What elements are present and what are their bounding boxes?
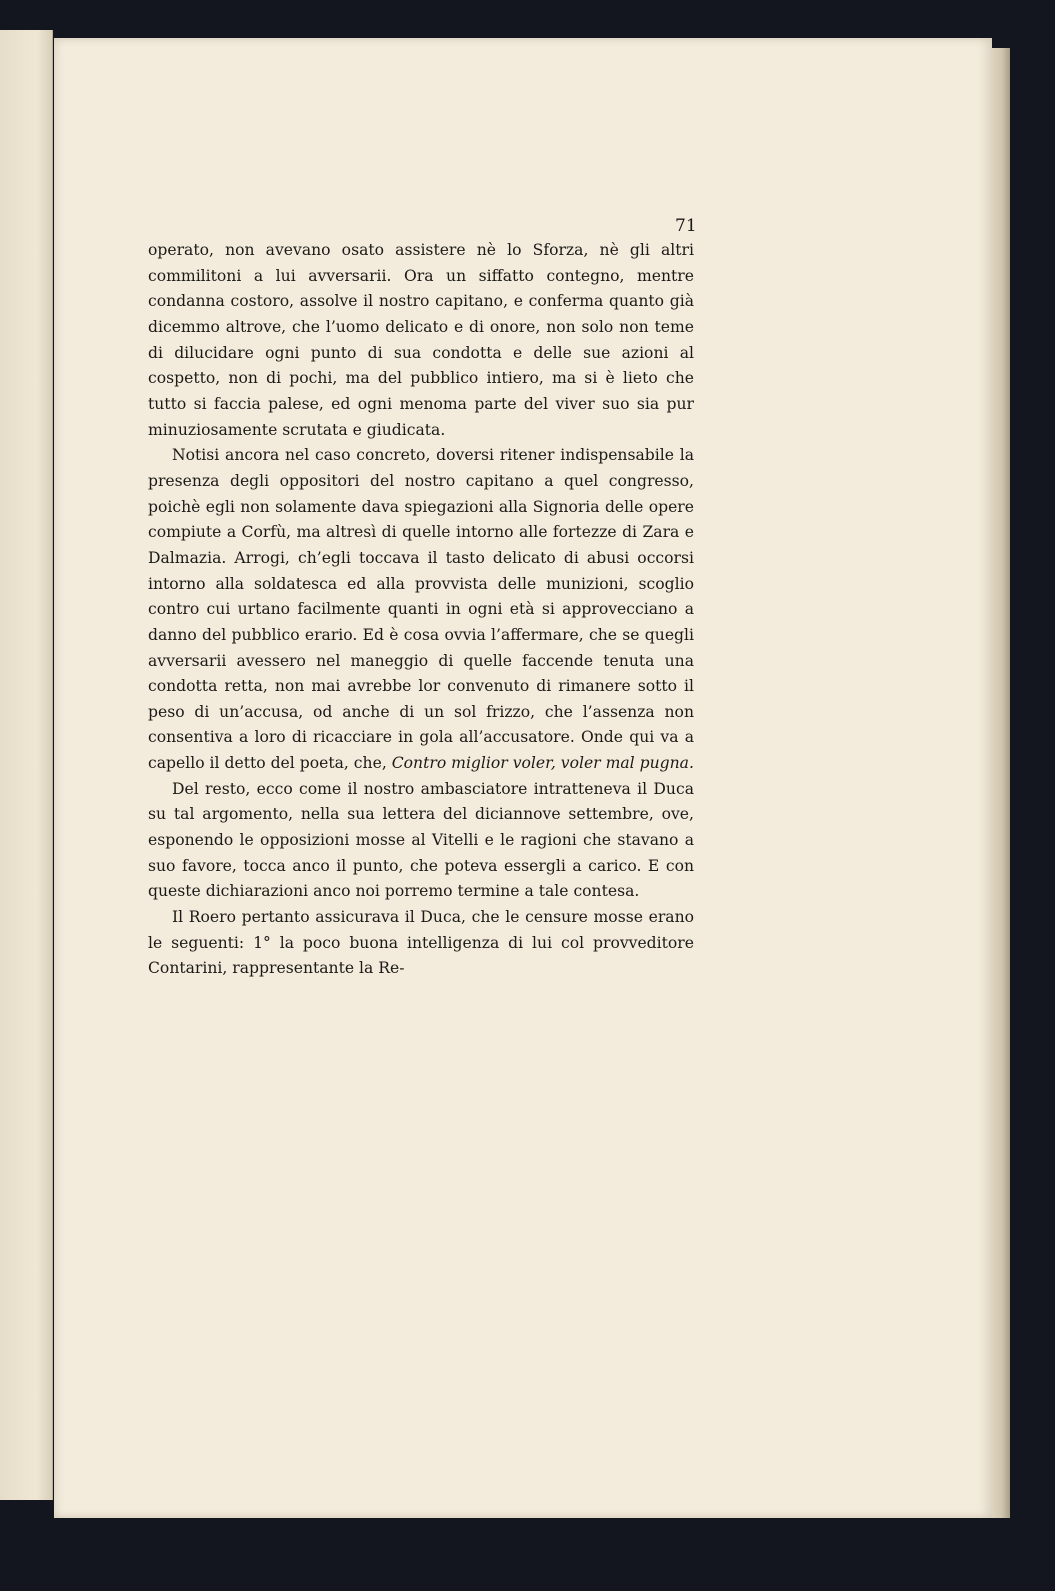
previous-page-edge (0, 30, 53, 1500)
poet-quote: Contro miglior voler, voler mal pugna. (391, 754, 694, 773)
paragraph-3: Del resto, ecco come il nostro ambasciatore intratteneva il Duca su tal argomento, nella sua lettera del diciannove settembre, ove, esponendo le opposizioni mosse al Vitelli e le ragioni che stavano a suo favore, tocca anco il punto, che poteva essergli a carico. E con queste dichiarazioni anco noi porremo termine a tale contesa. (148, 779, 694, 901)
paragraph-2 (148, 443, 694, 777)
page-number: 71 (675, 216, 697, 236)
body-text (148, 238, 694, 982)
paragraph-4: Il Roero pertanto assicurava il Duca, che le censure mosse erano le seguenti: 1° la poco buona intelligenza di lui col provveditore Contarini, rappresentante la Re- (148, 908, 694, 978)
paragraph-1: operato, non avevano osato assistere nè lo Sforza, nè gli altri commilitoni a lui avversarii. Ora un siffatto contegno, mentre condanna costoro, assolve il nostro capitano, e conferma quanto già dicemmo altrove, che l’uomo delicato e di onore, non solo non teme di dilucidare ogni punto di sua condotta e delle sue azioni al cospetto, non di pochi, ma del pubblico intiero, ma si è lieto che tutto si faccia palese, ed ogni menoma parte del viver suo sia pur minuziosamente scrutata e giudicata. (148, 241, 694, 439)
page-stack-edge (990, 48, 1010, 1518)
paragraph-2-text: Notisi ancora nel caso concreto, doversi ritener indispensabile la presenza degli oppositori del nostro capitano a quel congresso, poichè egli non solamente dava spiegazioni alla Signoria delle opere compiute a Corfù, ma altresì di quelle intorno alle fortezze di Zara e Dalmazia. Arrogi, ch’egli toccava il tasto delicato di abusi occorsi intorno alla soldatesca ed alla provvista delle munizioni, scoglio contro cui urtano facilmente quanti in ogni età si approvecciano a danno del pubblico erario. Ed è cosa ovvia l’affermare, che se quegli avversarii avessero nel maneggio di quelle faccende tenuta una condotta retta, non mai avrebbe lor convenuto di rimanere sotto il peso di un’accusa, od anche di un sol frizzo, che l’assenza non consentiva a loro di ricacciare in gola all’accusatore. Onde qui va a capello il detto del poeta, che, (148, 446, 694, 773)
